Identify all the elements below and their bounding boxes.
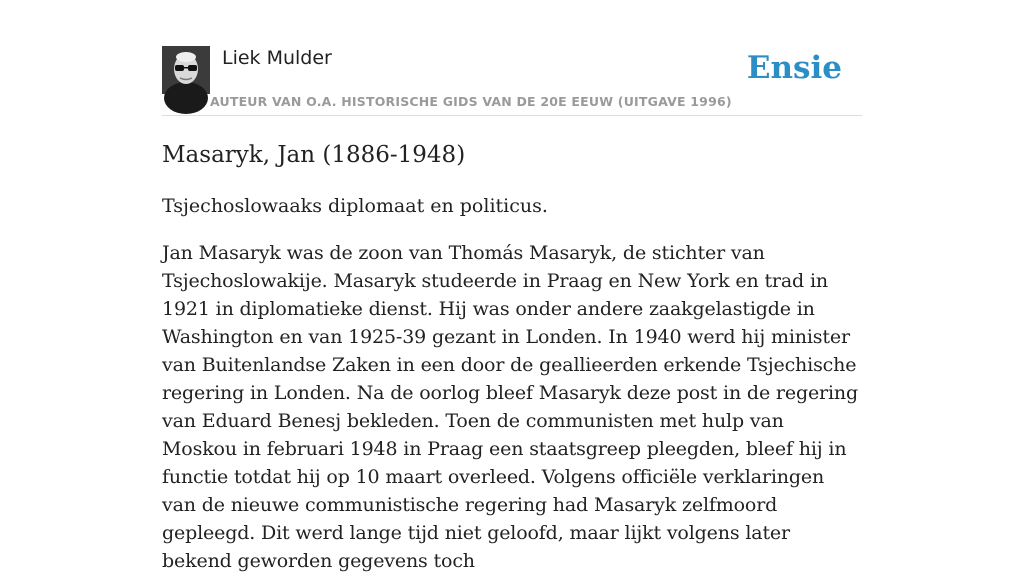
author-name[interactable]: Liek Mulder: [222, 47, 332, 69]
article-lead: Tsjechoslowaaks diplomaat en politicus.: [162, 195, 548, 217]
edge-fade: [964, 420, 1024, 512]
article-title: Masaryk, Jan (1886-1948): [162, 142, 466, 168]
author-header: [162, 46, 862, 116]
author-subtitle: AUTEUR VAN O.A. HISTORISCHE GIDS VAN DE 20E EEUW (UITGAVE 1996): [210, 94, 732, 109]
author-avatar[interactable]: [162, 46, 210, 94]
header-divider: [162, 115, 862, 116]
article-body: Jan Masaryk was de zoon van Thomás Masaryk, de stichter van Tsjechoslowakije. Masaryk studeerde in Praag en New York en trad in 1921 in diplomatieke dienst. Hij was onder andere zaakgelastigde in Washington en van 1925-39 gezant in Londen. In 1940 werd hij minister van Buitenlandse Zaken in een door de geallieerden erkende Tsjechische regering in Londen. Na de oorlog bleef Masaryk deze post in de regering van Eduard Benesj bekleden. Toen de communisten met hulp van Moskou in februari 1948 in Praag een staatsgreep pleegden, bleef hij in functie totdat hij op 10 maart overleed. Volgens officiële verklaringen van de nieuwe communistische regering had Masaryk zelfmoord gepleegd. Dit werd lange tijd niet geloofd, maar lijkt volgens later bekend geworden gegevens toch: [162, 242, 859, 572]
author-portrait-icon: [162, 46, 210, 94]
article: [162, 140, 862, 575]
ensie-logo[interactable]: Ensie: [746, 50, 842, 86]
